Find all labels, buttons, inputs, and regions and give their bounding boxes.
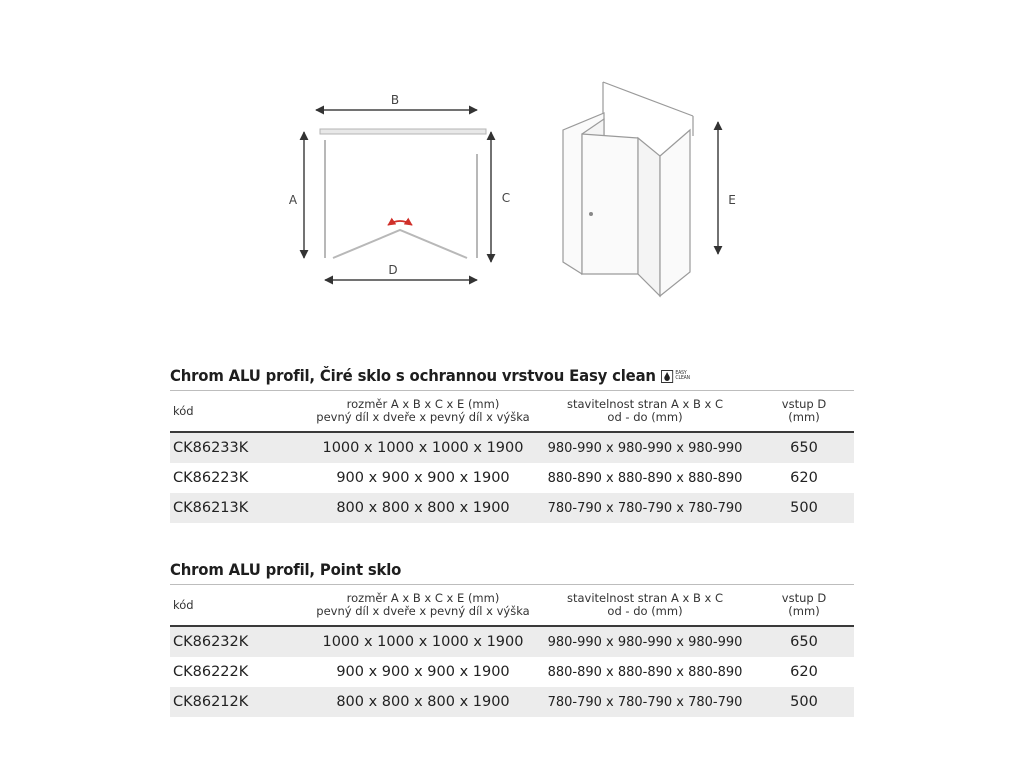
- cell-code: CK86222K: [173, 664, 249, 680]
- cell-adjustability: 880-890 x 880-890 x 880-890: [547, 664, 743, 680]
- door-swing-icon: [388, 221, 412, 225]
- cell-code: CK86213K: [173, 500, 249, 516]
- header-size: rozměr A x B x C x E (mm) pevný díl x dveře x pevný díl x výška: [316, 591, 530, 618]
- cell-entry: 650: [790, 634, 818, 650]
- header-adjustability: stavitelnost stran A x B x C od - do (mm): [566, 397, 724, 424]
- cell-code: CK86223K: [173, 470, 249, 486]
- table-row: [170, 432, 854, 463]
- plan-view: [289, 93, 510, 280]
- cell-adjustability: 980-990 x 980-990 x 980-990: [547, 634, 743, 650]
- table-row: [170, 463, 854, 493]
- cell-size: 800 x 800 x 800 x 1900: [336, 694, 510, 710]
- label-a: A: [288, 193, 298, 207]
- cell-code: CK86212K: [173, 694, 249, 710]
- cell-size: 900 x 900 x 900 x 1900: [336, 470, 510, 486]
- cell-code: CK86233K: [173, 440, 249, 456]
- header-entry: vstup D (mm): [781, 591, 827, 618]
- easy-clean-badge: [661, 370, 689, 383]
- table-title: [170, 556, 806, 584]
- cell-adjustability: 880-890 x 880-890 x 880-890: [547, 470, 743, 486]
- table-row: [170, 626, 854, 657]
- cell-size: 1000 x 1000 x 1000 x 1900: [322, 440, 524, 456]
- table-row: [170, 687, 854, 717]
- header-code: kód: [173, 597, 194, 612]
- label-c: C: [501, 191, 511, 205]
- cell-entry: 620: [790, 664, 818, 680]
- right-panel: [660, 130, 690, 296]
- door-panel: [582, 134, 638, 274]
- table-title: [170, 362, 806, 390]
- cell-entry: 650: [790, 440, 818, 456]
- folding-door: [333, 230, 467, 258]
- cell-size: 800 x 800 x 800 x 1900: [336, 500, 510, 516]
- table-row: [170, 493, 854, 523]
- table-row: [170, 657, 854, 687]
- header-size: rozměr A x B x C x E (mm) pevný díl x dveře x pevný díl x výška: [316, 397, 530, 424]
- wall-panel: [320, 129, 486, 134]
- header-entry: vstup D (mm): [781, 397, 827, 424]
- easy-clean-text: EASY CLEAN: [675, 370, 690, 381]
- cell-entry: 500: [790, 694, 818, 710]
- product-table-point: [170, 556, 854, 717]
- table-header-row: [170, 585, 854, 627]
- cell-code: CK86232K: [173, 634, 249, 650]
- header-adjustability: stavitelnost stran A x B x C od - do (mm): [566, 591, 724, 618]
- drop-icon: [661, 370, 673, 383]
- shower-enclosure-diagram: [0, 0, 1024, 340]
- cell-adjustability: 780-790 x 780-790 x 780-790: [547, 500, 743, 516]
- label-b: B: [390, 93, 400, 107]
- cell-adjustability: 980-990 x 980-990 x 980-990: [547, 440, 743, 456]
- product-table: [170, 390, 854, 523]
- cell-entry: 620: [790, 470, 818, 486]
- cell-entry: 500: [790, 500, 818, 516]
- cell-adjustability: 780-790 x 780-790 x 780-790: [547, 694, 743, 710]
- cell-size: 1000 x 1000 x 1000 x 1900: [322, 634, 524, 650]
- perspective-view: [563, 82, 693, 296]
- table-header-row: [170, 391, 854, 433]
- header-code: kód: [173, 403, 194, 418]
- product-table-easy-clean: [170, 362, 854, 523]
- table-title-text: Chrom ALU profil, Čiré sklo s ochrannou vrstvou Easy clean: [170, 366, 656, 385]
- label-d: D: [388, 263, 398, 277]
- table-title-text: Chrom ALU profil, Point sklo: [170, 560, 402, 579]
- product-table: [170, 584, 854, 717]
- cell-size: 900 x 900 x 900 x 1900: [336, 664, 510, 680]
- label-e: E: [728, 193, 736, 207]
- door-handle-icon: [589, 212, 593, 216]
